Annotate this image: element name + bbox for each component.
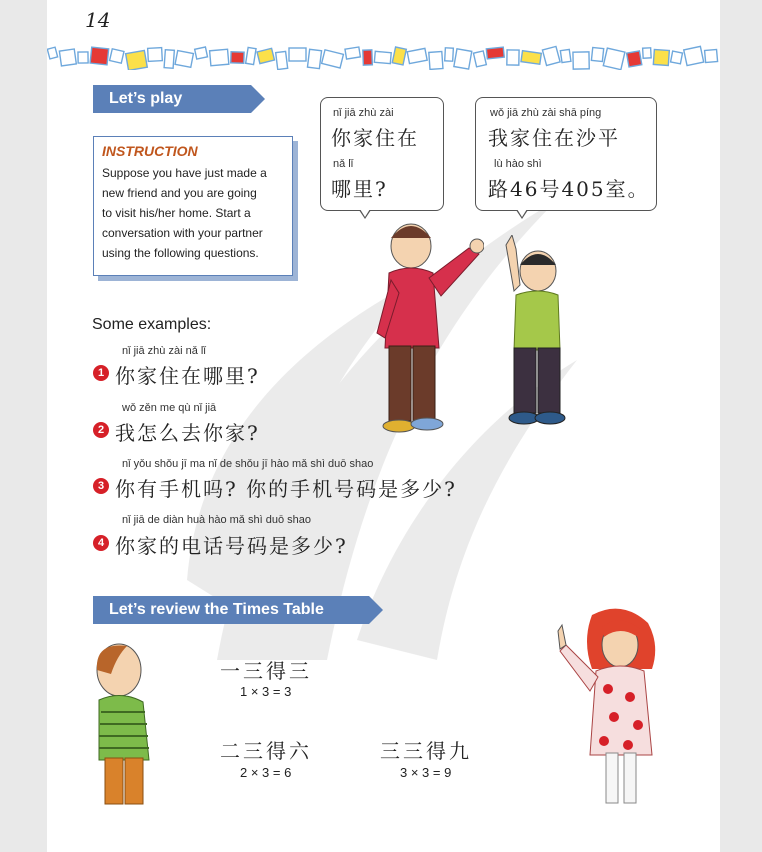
speech-bubble-answer — [475, 97, 657, 211]
bubble-hanzi: 哪里? — [331, 177, 388, 201]
times-equation: 3 × 3 = 9 — [400, 765, 452, 780]
examples-heading: Some examples: — [92, 316, 212, 333]
bubble-pinyin: nǎ lǐ — [333, 158, 354, 170]
example-hanzi: 你家的电话号码是多少? — [115, 534, 348, 558]
example-number: 3 — [93, 478, 109, 494]
times-equation: 2 × 3 = 6 — [240, 765, 292, 780]
example-pinyin: nǐ jiā zhù zài nǎ lǐ — [122, 345, 206, 357]
instruction-line: new friend and you are going — [102, 186, 257, 200]
bubble-pinyin: nǐ jiā zhù zài — [333, 107, 394, 119]
banner-label: Let’s play — [109, 90, 183, 107]
times-equation: 1 × 3 = 3 — [240, 684, 292, 699]
teacher-illustration — [552, 605, 662, 810]
section-banner-times-table — [93, 596, 369, 624]
boy-green-shirt-illustration — [492, 235, 572, 430]
page-number: 14 — [85, 8, 111, 32]
instruction-line: Suppose you have just made a — [102, 166, 267, 180]
times-hanzi: 二三得六 — [220, 739, 312, 763]
boy-red-shirt-illustration — [369, 218, 484, 438]
bubble-hanzi: 路46号405室。 — [488, 177, 650, 201]
banner-label: Let’s review the Times Table — [109, 601, 324, 618]
times-hanzi: 三三得九 — [380, 739, 472, 763]
example-pinyin: nǐ jiā de diàn huà hào mǎ shì duō shao — [122, 514, 311, 526]
example-number: 1 — [93, 365, 109, 381]
boy-striped-shirt-illustration — [87, 640, 167, 810]
bubble-hanzi: 你家住在 — [331, 126, 419, 150]
example-pinyin: wǒ zěn me qù nǐ jiā — [122, 402, 217, 414]
times-hanzi: 一三得三 — [220, 659, 312, 683]
example-pinyin: nǐ yǒu shǒu jī ma nǐ de shǒu jī hào mǎ shì duō shao — [122, 458, 374, 470]
instruction-line: using the following questions. — [102, 246, 259, 260]
example-hanzi: 你家住在哪里? — [115, 364, 260, 388]
section-banner-lets-play — [93, 85, 251, 113]
speech-bubble-question — [320, 97, 444, 211]
instruction-title: INSTRUCTION — [102, 143, 198, 159]
example-number: 4 — [93, 535, 109, 551]
instruction-box — [93, 136, 293, 276]
bubble-pinyin: wǒ jiā zhù zài shā píng — [490, 107, 602, 119]
decorative-border — [47, 40, 720, 70]
textbook-page — [47, 0, 720, 852]
instruction-line: to visit his/her home. Start a — [102, 206, 251, 220]
bubble-pinyin: lù hào shì — [494, 158, 542, 170]
example-number: 2 — [93, 422, 109, 438]
example-hanzi: 我怎么去你家? — [115, 421, 260, 445]
instruction-line: conversation with your partner — [102, 226, 263, 240]
instruction-text — [102, 163, 284, 263]
bubble-hanzi: 我家住在沙平 — [488, 126, 620, 150]
example-hanzi: 你有手机吗? 你的手机号码是多少? — [115, 477, 457, 501]
